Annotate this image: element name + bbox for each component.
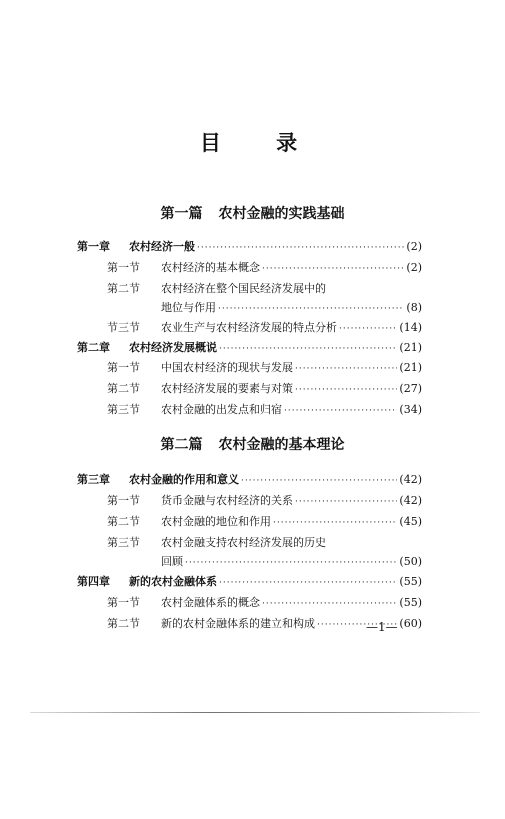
chapter-label: 第一章	[77, 240, 110, 253]
entry-title: 地位与作用	[161, 301, 216, 314]
entry-page: (45)	[399, 515, 422, 528]
leader-dots	[262, 264, 404, 274]
entry-title: 回顾	[161, 555, 183, 568]
section-label: 节三节	[107, 321, 140, 334]
scan-edge-line	[30, 712, 480, 713]
section-label: 第一节	[107, 596, 140, 609]
toc-section-entry[interactable]	[77, 280, 422, 298]
section-label: 第二节	[107, 282, 140, 295]
leader-dots	[295, 497, 397, 507]
section-label: 第一节	[107, 494, 140, 507]
entry-page: (2)	[406, 261, 422, 274]
entry-title: 新的农村金融体系	[129, 575, 217, 588]
toc-entry-continuation[interactable]	[77, 299, 422, 317]
toc-entry-continuation[interactable]	[77, 553, 422, 571]
toc-chapter-entry[interactable]	[77, 471, 422, 489]
leader-dots	[219, 344, 397, 354]
entry-title: 农村经济发展概说	[129, 341, 217, 354]
entry-title: 货币金融与农村经济的关系	[161, 494, 293, 507]
entry-title: 农村经济的基本概念	[161, 261, 260, 274]
leader-dots	[295, 364, 397, 374]
entry-title: 农村金融的出发点和归宿	[161, 403, 282, 416]
entry-page: (42)	[399, 473, 422, 486]
chapter-label: 第二章	[77, 341, 110, 354]
entry-title: 农村金融的地位和作用	[161, 515, 271, 528]
leader-dots	[262, 599, 397, 609]
entry-page: (55)	[399, 596, 422, 609]
entry-page: (55)	[399, 575, 422, 588]
toc-chapter-entry[interactable]	[77, 238, 422, 256]
chapter-label: 第三章	[77, 473, 110, 486]
entry-title: 中国农村经济的现状与发展	[161, 361, 293, 374]
section-label: 第一节	[107, 261, 140, 274]
entry-page: (42)	[399, 494, 422, 507]
entry-title: 农村金融体系的概念	[161, 596, 260, 609]
entry-page: (60)	[399, 617, 422, 630]
toc-chapter-entry[interactable]	[77, 573, 422, 591]
entry-title: 农村金融的作用和意义	[129, 473, 239, 486]
toc-section-entry[interactable]	[77, 594, 422, 612]
page-title: 目 录	[199, 131, 322, 155]
section-label: 第三节	[107, 536, 140, 549]
part-heading-2	[0, 434, 505, 454]
page-number: —1—	[366, 620, 398, 634]
entry-page: (21)	[399, 341, 422, 354]
entry-title: 农村经济在整个国民经济发展中的	[161, 282, 326, 295]
part-name: 农村金融的实践基础	[218, 206, 345, 222]
entry-page: (50)	[399, 555, 422, 568]
section-label: 第二节	[107, 515, 140, 528]
entry-page: (27)	[399, 382, 422, 395]
toc-section-entry[interactable]	[77, 319, 422, 337]
chapter-label: 第四章	[77, 575, 110, 588]
toc-section-entry[interactable]	[77, 492, 422, 510]
leader-dots	[219, 578, 397, 588]
entry-page: (21)	[399, 361, 422, 374]
entry-page: (14)	[399, 321, 422, 334]
section-label: 第二节	[107, 382, 140, 395]
section-label: 第三节	[107, 403, 140, 416]
toc-section-entry[interactable]	[77, 534, 422, 552]
entry-page: (2)	[406, 240, 422, 253]
toc-section-entry[interactable]	[77, 401, 422, 419]
part-heading-1	[0, 203, 505, 223]
leader-dots	[241, 476, 397, 486]
part-number: 第一篇	[160, 206, 203, 222]
leader-dots	[273, 518, 397, 528]
entry-page: (8)	[406, 301, 422, 314]
entry-title: 新的农村金融体系的建立和构成	[161, 617, 315, 630]
entry-title: 农村金融支持农村经济发展的历史	[161, 536, 326, 549]
leader-dots	[284, 406, 397, 416]
section-label: 第一节	[107, 361, 140, 374]
entry-title: 农村经济发展的要素与对策	[161, 382, 293, 395]
toc-section-entry[interactable]	[77, 259, 422, 277]
part-name: 农村金融的基本理论	[218, 437, 345, 453]
toc-section-entry[interactable]	[77, 359, 422, 377]
section-label: 第二节	[107, 617, 140, 630]
toc-section-entry[interactable]	[77, 380, 422, 398]
part-number: 第二篇	[160, 437, 203, 453]
leader-dots	[197, 243, 404, 253]
entry-title: 农村经济一般	[129, 240, 195, 253]
entry-title: 农业生产与农村经济发展的特点分析	[161, 321, 337, 334]
leader-dots	[218, 304, 404, 314]
leader-dots	[185, 558, 397, 568]
toc-chapter-entry[interactable]	[77, 339, 422, 357]
leader-dots	[295, 385, 397, 395]
toc-section-entry[interactable]	[77, 513, 422, 531]
leader-dots	[339, 324, 397, 334]
entry-page: (34)	[399, 403, 422, 416]
